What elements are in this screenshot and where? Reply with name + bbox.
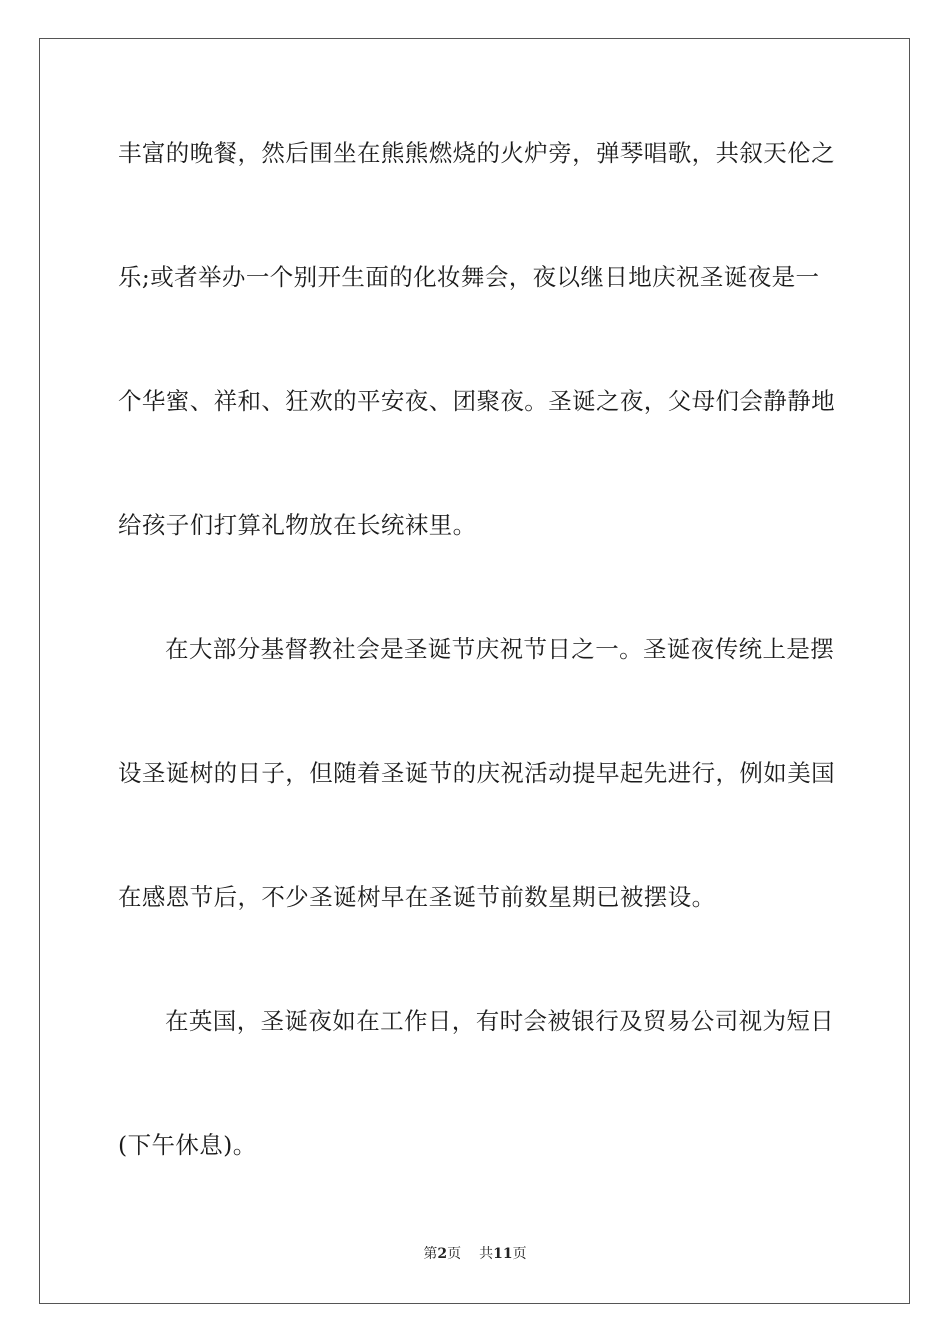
total-pages: 11 bbox=[493, 1246, 513, 1262]
page-footer bbox=[0, 1245, 950, 1263]
page-suffix: 页 bbox=[447, 1246, 462, 1262]
paragraph-line: 给孩子们打算礼物放在长统袜里。 bbox=[118, 511, 477, 539]
paragraph-line: 在感恩节后，不少圣诞树早在圣诞节前数星期已被摆设。 bbox=[118, 883, 716, 911]
paragraph-line: 在大部分基督教社会是圣诞节庆祝节日之一。圣诞夜传统上是摆 bbox=[165, 635, 835, 663]
paragraph-line: 在英国，圣诞夜如在工作日，有时会被银行及贸易公司视为短日 bbox=[165, 1007, 835, 1035]
paragraph-line: 个华蜜、祥和、狂欢的平安夜、团聚夜。圣诞之夜，父母们会静静地 bbox=[118, 387, 835, 415]
paragraph-line: 乐;或者举办一个别开生面的化妆舞会，夜以继日地庆祝圣诞夜是一 bbox=[118, 263, 820, 291]
total-suffix: 页 bbox=[512, 1246, 527, 1262]
page-border bbox=[39, 38, 910, 1304]
page-number: 2 bbox=[437, 1246, 448, 1262]
page-prefix: 第 bbox=[423, 1246, 438, 1262]
paragraph-line: 设圣诞树的日子，但随着圣诞节的庆祝活动提早起先进行，例如美国 bbox=[118, 759, 835, 787]
total-prefix: 共 bbox=[479, 1246, 494, 1262]
paragraph-line: (下午休息)。 bbox=[118, 1131, 257, 1159]
paragraph-line: 丰富的晚餐，然后围坐在熊熊燃烧的火炉旁，弹琴唱歌，共叙天伦之 bbox=[118, 139, 835, 167]
